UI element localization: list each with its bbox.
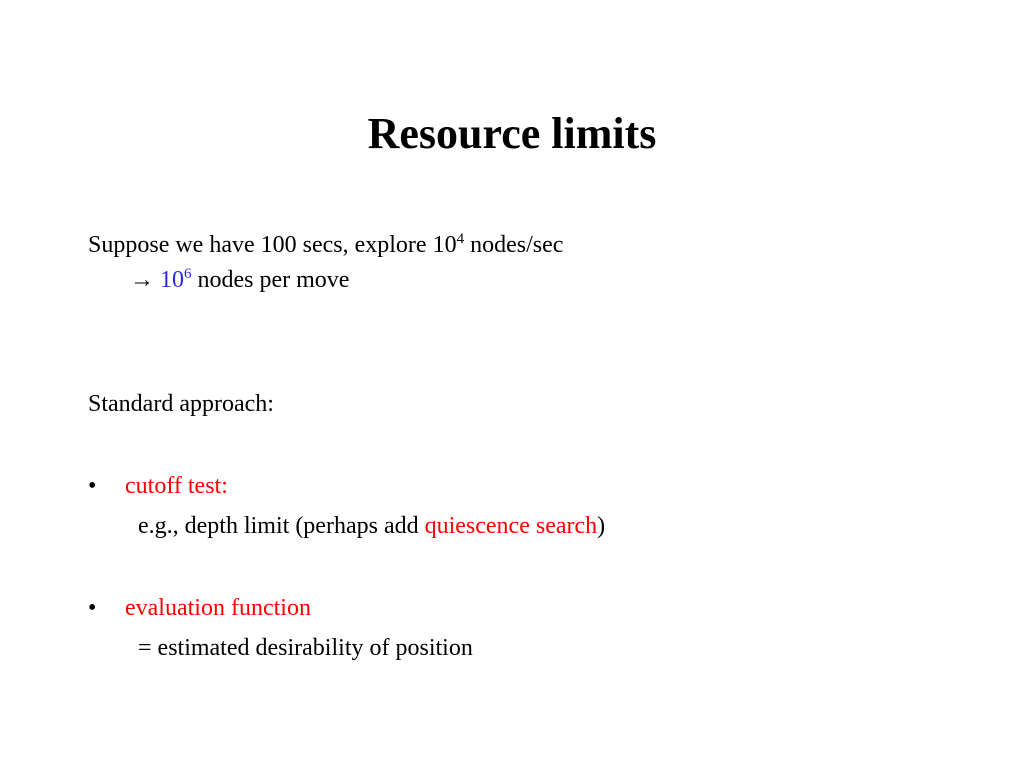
assumption-line [88, 230, 563, 263]
cutoff-detail-prefix: e.g., depth limit (perhaps add [138, 513, 425, 539]
cutoff-test-detail [138, 511, 605, 541]
cutoff-detail-suffix: ) [597, 513, 606, 539]
right-arrow-icon: → [130, 267, 154, 293]
slide-title: Resource limits [367, 109, 657, 158]
cutoff-test-label: cutoff test: [125, 473, 228, 499]
bullet-cutoff-test: • [88, 473, 97, 499]
quiescence-search-term: quiescence search [424, 513, 598, 539]
result-line [130, 265, 349, 298]
approach-heading: Standard approach: [88, 391, 274, 417]
evaluation-function-detail: = estimated desirability of position [138, 635, 473, 661]
result-exponent: 6 [184, 266, 192, 282]
bullet-evaluation-function: • [88, 595, 97, 621]
evaluation-function-label: evaluation function [125, 595, 311, 621]
result-suffix: nodes per move [191, 267, 350, 293]
exponent: 4 [456, 231, 465, 247]
result-base: 10 [160, 267, 184, 293]
assumption-text: Suppose we have 100 secs, explore 10 [88, 232, 457, 258]
result-number [160, 267, 192, 293]
assumption-suffix: nodes/sec [464, 232, 564, 258]
